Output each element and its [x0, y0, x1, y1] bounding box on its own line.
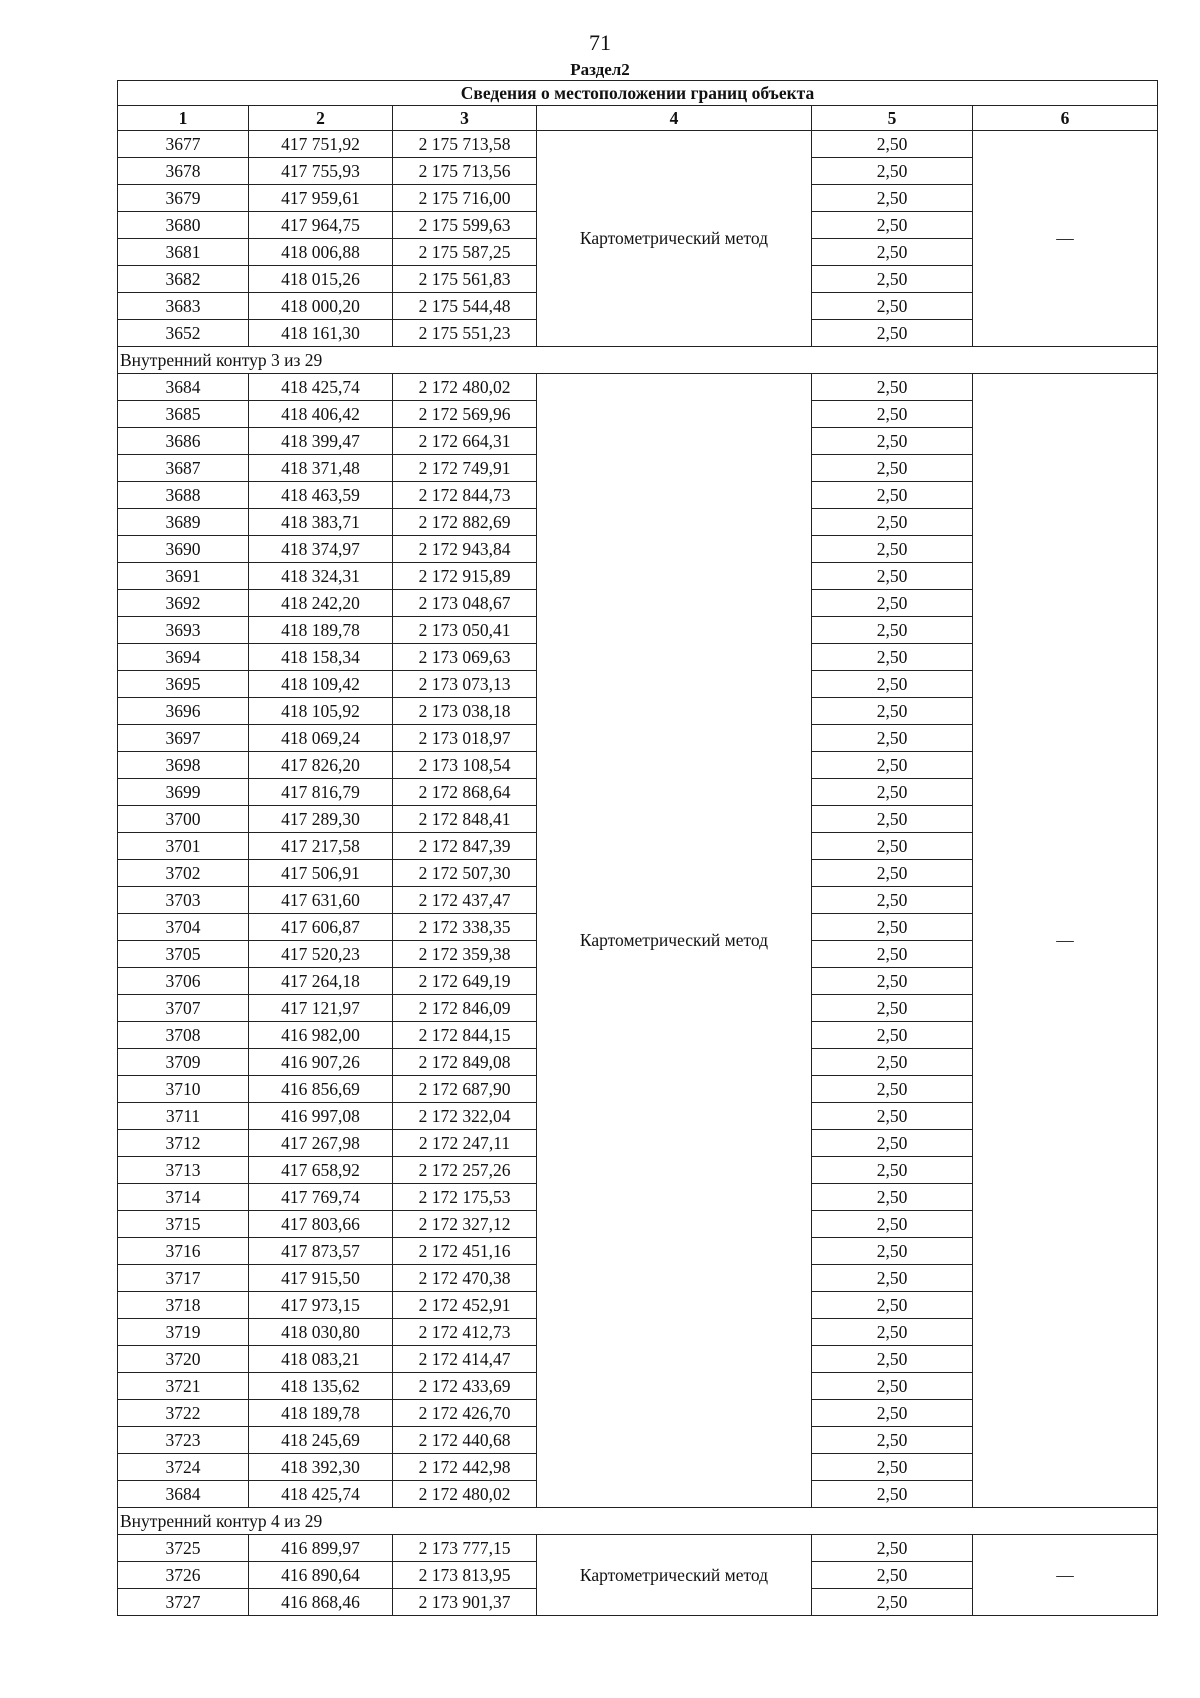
accuracy-cell: 2,50 — [812, 293, 973, 320]
accuracy-cell: 2,50 — [812, 644, 973, 671]
y-coordinate-cell: 2 172 882,69 — [393, 509, 537, 536]
y-coordinate-cell: 2 172 451,16 — [393, 1238, 537, 1265]
y-coordinate-cell: 2 172 846,09 — [393, 995, 537, 1022]
accuracy-cell: 2,50 — [812, 1319, 973, 1346]
point-number-cell: 3714 — [118, 1184, 249, 1211]
point-number-cell: 3704 — [118, 914, 249, 941]
section-title: Раздел2 — [570, 60, 630, 79]
x-coordinate-cell: 418 383,71 — [249, 509, 393, 536]
y-coordinate-cell: 2 172 849,08 — [393, 1049, 537, 1076]
contour-label: Внутренний контур 3 из 29 — [118, 347, 1158, 374]
x-coordinate-cell: 417 217,58 — [249, 833, 393, 860]
column-6-cell: — — [973, 374, 1158, 1508]
accuracy-cell: 2,50 — [812, 1049, 973, 1076]
point-number-cell: 3700 — [118, 806, 249, 833]
x-coordinate-cell: 418 463,59 — [249, 482, 393, 509]
point-number-cell: 3707 — [118, 995, 249, 1022]
x-coordinate-cell: 418 425,74 — [249, 374, 393, 401]
y-coordinate-cell: 2 173 813,95 — [393, 1562, 537, 1589]
accuracy-cell: 2,50 — [812, 455, 973, 482]
y-coordinate-cell: 2 172 749,91 — [393, 455, 537, 482]
point-number-cell: 3710 — [118, 1076, 249, 1103]
x-coordinate-cell: 418 392,30 — [249, 1454, 393, 1481]
y-coordinate-cell: 2 175 551,23 — [393, 320, 537, 347]
x-coordinate-cell: 417 964,75 — [249, 212, 393, 239]
point-number-cell: 3678 — [118, 158, 249, 185]
y-coordinate-cell: 2 172 440,68 — [393, 1427, 537, 1454]
y-coordinate-cell: 2 172 327,12 — [393, 1211, 537, 1238]
contour-label-row — [118, 347, 1158, 374]
y-coordinate-cell: 2 172 868,64 — [393, 779, 537, 806]
x-coordinate-cell: 418 109,42 — [249, 671, 393, 698]
point-number-cell: 3706 — [118, 968, 249, 995]
accuracy-cell: 2,50 — [812, 563, 973, 590]
accuracy-cell: 2,50 — [812, 509, 973, 536]
x-coordinate-cell: 418 030,80 — [249, 1319, 393, 1346]
accuracy-cell: 2,50 — [812, 536, 973, 563]
accuracy-cell: 2,50 — [812, 860, 973, 887]
x-coordinate-cell: 417 658,92 — [249, 1157, 393, 1184]
accuracy-cell: 2,50 — [812, 1562, 973, 1589]
table-row — [118, 374, 1158, 401]
contour-label: Внутренний контур 4 из 29 — [118, 1508, 1158, 1535]
point-number-cell: 3719 — [118, 1319, 249, 1346]
accuracy-cell: 2,50 — [812, 185, 973, 212]
point-number-cell: 3717 — [118, 1265, 249, 1292]
point-number-cell: 3716 — [118, 1238, 249, 1265]
accuracy-cell: 2,50 — [812, 212, 973, 239]
accuracy-cell: 2,50 — [812, 590, 973, 617]
accuracy-cell: 2,50 — [812, 995, 973, 1022]
x-coordinate-cell: 418 399,47 — [249, 428, 393, 455]
y-coordinate-cell: 2 172 442,98 — [393, 1454, 537, 1481]
method-cell: Картометрический метод — [537, 1535, 812, 1616]
point-number-cell: 3708 — [118, 1022, 249, 1049]
y-coordinate-cell: 2 172 426,70 — [393, 1400, 537, 1427]
x-coordinate-cell: 416 868,46 — [249, 1589, 393, 1616]
column-6-cell: — — [973, 1535, 1158, 1616]
x-coordinate-cell: 418 135,62 — [249, 1373, 393, 1400]
y-coordinate-cell: 2 172 844,15 — [393, 1022, 537, 1049]
x-coordinate-cell: 416 982,00 — [249, 1022, 393, 1049]
x-coordinate-cell: 417 959,61 — [249, 185, 393, 212]
x-coordinate-cell: 417 264,18 — [249, 968, 393, 995]
point-number-cell: 3684 — [118, 1481, 249, 1508]
point-number-cell: 3723 — [118, 1427, 249, 1454]
y-coordinate-cell: 2 173 018,97 — [393, 725, 537, 752]
point-number-cell: 3681 — [118, 239, 249, 266]
accuracy-cell: 2,50 — [812, 968, 973, 995]
column-header-2: 2 — [249, 106, 393, 131]
point-number-cell: 3652 — [118, 320, 249, 347]
point-number-cell: 3691 — [118, 563, 249, 590]
point-number-cell: 3713 — [118, 1157, 249, 1184]
x-coordinate-cell: 417 973,15 — [249, 1292, 393, 1319]
point-number-cell: 3690 — [118, 536, 249, 563]
accuracy-cell: 2,50 — [812, 428, 973, 455]
accuracy-cell: 2,50 — [812, 1211, 973, 1238]
column-header-4: 4 — [537, 106, 812, 131]
y-coordinate-cell: 2 175 561,83 — [393, 266, 537, 293]
accuracy-cell: 2,50 — [812, 725, 973, 752]
column-header-row — [118, 106, 1158, 131]
point-number-cell: 3694 — [118, 644, 249, 671]
accuracy-cell: 2,50 — [812, 1346, 973, 1373]
x-coordinate-cell: 417 826,20 — [249, 752, 393, 779]
y-coordinate-cell: 2 172 175,53 — [393, 1184, 537, 1211]
x-coordinate-cell: 417 121,97 — [249, 995, 393, 1022]
y-coordinate-cell: 2 172 359,38 — [393, 941, 537, 968]
y-coordinate-cell: 2 172 844,73 — [393, 482, 537, 509]
accuracy-cell: 2,50 — [812, 806, 973, 833]
point-number-cell: 3680 — [118, 212, 249, 239]
y-coordinate-cell: 2 173 901,37 — [393, 1589, 537, 1616]
x-coordinate-cell: 418 161,30 — [249, 320, 393, 347]
point-number-cell: 3727 — [118, 1589, 249, 1616]
accuracy-cell: 2,50 — [812, 1481, 973, 1508]
accuracy-cell: 2,50 — [812, 1589, 973, 1616]
point-number-cell: 3686 — [118, 428, 249, 455]
accuracy-cell: 2,50 — [812, 698, 973, 725]
y-coordinate-cell: 2 175 599,63 — [393, 212, 537, 239]
y-coordinate-cell: 2 172 847,39 — [393, 833, 537, 860]
table-row — [118, 1535, 1158, 1562]
accuracy-cell: 2,50 — [812, 617, 973, 644]
y-coordinate-cell: 2 175 587,25 — [393, 239, 537, 266]
accuracy-cell: 2,50 — [812, 779, 973, 806]
x-coordinate-cell: 417 873,57 — [249, 1238, 393, 1265]
x-coordinate-cell: 418 242,20 — [249, 590, 393, 617]
x-coordinate-cell: 417 915,50 — [249, 1265, 393, 1292]
table-body — [118, 131, 1158, 1616]
point-number-cell: 3697 — [118, 725, 249, 752]
column-header-6: 6 — [973, 106, 1158, 131]
column-header-1: 1 — [118, 106, 249, 131]
accuracy-cell: 2,50 — [812, 1076, 973, 1103]
accuracy-cell: 2,50 — [812, 1292, 973, 1319]
x-coordinate-cell: 418 158,34 — [249, 644, 393, 671]
accuracy-cell: 2,50 — [812, 401, 973, 428]
point-number-cell: 3698 — [118, 752, 249, 779]
y-coordinate-cell: 2 172 943,84 — [393, 536, 537, 563]
y-coordinate-cell: 2 175 713,56 — [393, 158, 537, 185]
point-number-cell: 3688 — [118, 482, 249, 509]
accuracy-cell: 2,50 — [812, 887, 973, 914]
x-coordinate-cell: 417 769,74 — [249, 1184, 393, 1211]
point-number-cell: 3684 — [118, 374, 249, 401]
accuracy-cell: 2,50 — [812, 266, 973, 293]
y-coordinate-cell: 2 172 452,91 — [393, 1292, 537, 1319]
point-number-cell: 3699 — [118, 779, 249, 806]
point-number-cell: 3685 — [118, 401, 249, 428]
point-number-cell: 3695 — [118, 671, 249, 698]
y-coordinate-cell: 2 172 480,02 — [393, 374, 537, 401]
accuracy-cell: 2,50 — [812, 833, 973, 860]
y-coordinate-cell: 2 172 569,96 — [393, 401, 537, 428]
accuracy-cell: 2,50 — [812, 1454, 973, 1481]
y-coordinate-cell: 2 173 777,15 — [393, 1535, 537, 1562]
y-coordinate-cell: 2 172 649,19 — [393, 968, 537, 995]
page-number: 71 — [589, 30, 611, 55]
x-coordinate-cell: 417 751,92 — [249, 131, 393, 158]
y-coordinate-cell: 2 172 848,41 — [393, 806, 537, 833]
accuracy-cell: 2,50 — [812, 914, 973, 941]
accuracy-cell: 2,50 — [812, 752, 973, 779]
point-number-cell: 3711 — [118, 1103, 249, 1130]
point-number-cell: 3677 — [118, 131, 249, 158]
x-coordinate-cell: 417 816,79 — [249, 779, 393, 806]
point-number-cell: 3703 — [118, 887, 249, 914]
table-caption: Сведения о местоположении границ объекта — [118, 81, 1158, 106]
accuracy-cell: 2,50 — [812, 1157, 973, 1184]
y-coordinate-cell: 2 172 338,35 — [393, 914, 537, 941]
point-number-cell: 3679 — [118, 185, 249, 212]
accuracy-cell: 2,50 — [812, 1265, 973, 1292]
accuracy-cell: 2,50 — [812, 1238, 973, 1265]
x-coordinate-cell: 418 189,78 — [249, 617, 393, 644]
accuracy-cell: 2,50 — [812, 1535, 973, 1562]
boundary-table — [117, 80, 1158, 1616]
x-coordinate-cell: 418 105,92 — [249, 698, 393, 725]
y-coordinate-cell: 2 172 480,02 — [393, 1481, 537, 1508]
point-number-cell: 3715 — [118, 1211, 249, 1238]
y-coordinate-cell: 2 172 322,04 — [393, 1103, 537, 1130]
x-coordinate-cell: 418 406,42 — [249, 401, 393, 428]
y-coordinate-cell: 2 172 507,30 — [393, 860, 537, 887]
contour-label-row — [118, 1508, 1158, 1535]
x-coordinate-cell: 417 631,60 — [249, 887, 393, 914]
y-coordinate-cell: 2 175 716,00 — [393, 185, 537, 212]
y-coordinate-cell: 2 173 108,54 — [393, 752, 537, 779]
point-number-cell: 3702 — [118, 860, 249, 887]
y-coordinate-cell: 2 172 664,31 — [393, 428, 537, 455]
x-coordinate-cell: 418 000,20 — [249, 293, 393, 320]
x-coordinate-cell: 416 856,69 — [249, 1076, 393, 1103]
point-number-cell: 3724 — [118, 1454, 249, 1481]
point-number-cell: 3721 — [118, 1373, 249, 1400]
accuracy-cell: 2,50 — [812, 482, 973, 509]
x-coordinate-cell: 418 425,74 — [249, 1481, 393, 1508]
y-coordinate-cell: 2 172 247,11 — [393, 1130, 537, 1157]
y-coordinate-cell: 2 172 412,73 — [393, 1319, 537, 1346]
x-coordinate-cell: 418 083,21 — [249, 1346, 393, 1373]
x-coordinate-cell: 418 069,24 — [249, 725, 393, 752]
accuracy-cell: 2,50 — [812, 1373, 973, 1400]
x-coordinate-cell: 416 899,97 — [249, 1535, 393, 1562]
y-coordinate-cell: 2 175 713,58 — [393, 131, 537, 158]
method-cell: Картометрический метод — [537, 131, 812, 347]
point-number-cell: 3722 — [118, 1400, 249, 1427]
point-number-cell: 3692 — [118, 590, 249, 617]
y-coordinate-cell: 2 175 544,48 — [393, 293, 537, 320]
accuracy-cell: 2,50 — [812, 1427, 973, 1454]
y-coordinate-cell: 2 173 048,67 — [393, 590, 537, 617]
x-coordinate-cell: 418 245,69 — [249, 1427, 393, 1454]
x-coordinate-cell: 417 520,23 — [249, 941, 393, 968]
x-coordinate-cell: 416 890,64 — [249, 1562, 393, 1589]
point-number-cell: 3718 — [118, 1292, 249, 1319]
column-header-3: 3 — [393, 106, 537, 131]
y-coordinate-cell: 2 173 073,13 — [393, 671, 537, 698]
point-number-cell: 3725 — [118, 1535, 249, 1562]
accuracy-cell: 2,50 — [812, 941, 973, 968]
accuracy-cell: 2,50 — [812, 239, 973, 266]
x-coordinate-cell: 418 015,26 — [249, 266, 393, 293]
column-6-cell: — — [973, 131, 1158, 347]
point-number-cell: 3709 — [118, 1049, 249, 1076]
point-number-cell: 3687 — [118, 455, 249, 482]
accuracy-cell: 2,50 — [812, 1400, 973, 1427]
x-coordinate-cell: 417 803,66 — [249, 1211, 393, 1238]
point-number-cell: 3726 — [118, 1562, 249, 1589]
y-coordinate-cell: 2 172 433,69 — [393, 1373, 537, 1400]
y-coordinate-cell: 2 172 414,47 — [393, 1346, 537, 1373]
y-coordinate-cell: 2 172 915,89 — [393, 563, 537, 590]
y-coordinate-cell: 2 173 050,41 — [393, 617, 537, 644]
x-coordinate-cell: 418 371,48 — [249, 455, 393, 482]
point-number-cell: 3693 — [118, 617, 249, 644]
x-coordinate-cell: 418 006,88 — [249, 239, 393, 266]
point-number-cell: 3720 — [118, 1346, 249, 1373]
x-coordinate-cell: 417 267,98 — [249, 1130, 393, 1157]
point-number-cell: 3705 — [118, 941, 249, 968]
x-coordinate-cell: 417 755,93 — [249, 158, 393, 185]
x-coordinate-cell: 418 324,31 — [249, 563, 393, 590]
x-coordinate-cell: 417 506,91 — [249, 860, 393, 887]
x-coordinate-cell: 417 606,87 — [249, 914, 393, 941]
accuracy-cell: 2,50 — [812, 320, 973, 347]
y-coordinate-cell: 2 173 069,63 — [393, 644, 537, 671]
accuracy-cell: 2,50 — [812, 374, 973, 401]
point-number-cell: 3701 — [118, 833, 249, 860]
table-row — [118, 131, 1158, 158]
x-coordinate-cell: 417 289,30 — [249, 806, 393, 833]
column-header-5: 5 — [812, 106, 973, 131]
accuracy-cell: 2,50 — [812, 131, 973, 158]
y-coordinate-cell: 2 172 687,90 — [393, 1076, 537, 1103]
y-coordinate-cell: 2 172 257,26 — [393, 1157, 537, 1184]
point-number-cell: 3682 — [118, 266, 249, 293]
accuracy-cell: 2,50 — [812, 1103, 973, 1130]
x-coordinate-cell: 418 374,97 — [249, 536, 393, 563]
y-coordinate-cell: 2 173 038,18 — [393, 698, 537, 725]
point-number-cell: 3696 — [118, 698, 249, 725]
accuracy-cell: 2,50 — [812, 1184, 973, 1211]
y-coordinate-cell: 2 172 470,38 — [393, 1265, 537, 1292]
accuracy-cell: 2,50 — [812, 158, 973, 185]
accuracy-cell: 2,50 — [812, 1022, 973, 1049]
point-number-cell: 3712 — [118, 1130, 249, 1157]
x-coordinate-cell: 418 189,78 — [249, 1400, 393, 1427]
point-number-cell: 3683 — [118, 293, 249, 320]
y-coordinate-cell: 2 172 437,47 — [393, 887, 537, 914]
accuracy-cell: 2,50 — [812, 671, 973, 698]
x-coordinate-cell: 416 907,26 — [249, 1049, 393, 1076]
x-coordinate-cell: 416 997,08 — [249, 1103, 393, 1130]
accuracy-cell: 2,50 — [812, 1130, 973, 1157]
point-number-cell: 3689 — [118, 509, 249, 536]
method-cell: Картометрический метод — [537, 374, 812, 1508]
